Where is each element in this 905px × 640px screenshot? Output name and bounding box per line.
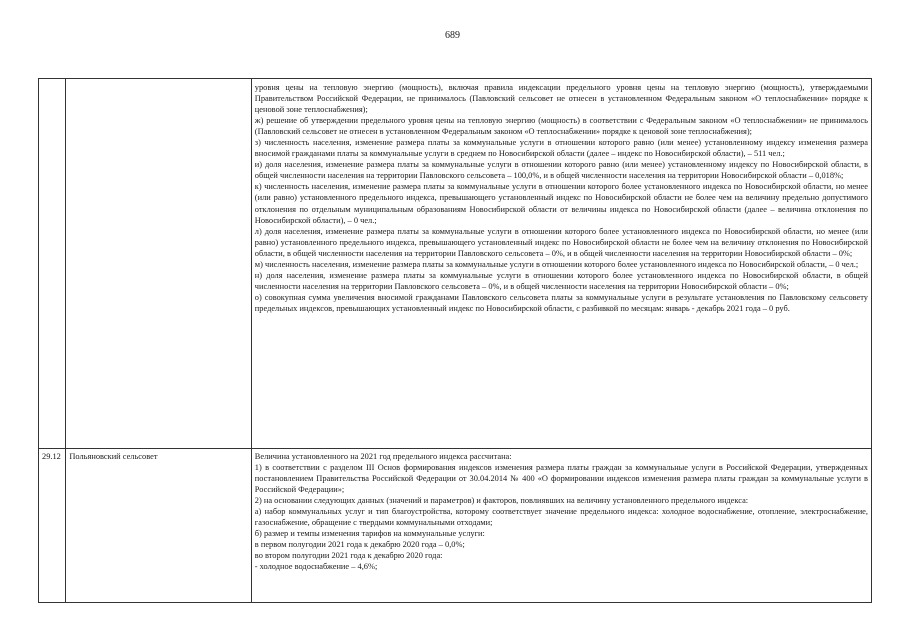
paragraph: 2) на основании следующих данных (значений и параметров) и факторов, повлиявших на величину установленного предельного индекса: — [254, 496, 749, 506]
paragraph: ж) решение об утверждении предельного уровня цены на тепловую энергию (мощность) в соответствии с Федеральным законом «О теплоснабжении» не принималось (Павловский сельсовет не отнесен в установленном Федеральным законом «О теплоснабжении» порядке к ценовой зоне теплоснабжения); — [254, 116, 868, 137]
paragraph: 1) в соответствии с разделом III Основ формирования индексов изменения размера платы граждан за коммунальные услуги в Российской Федерации, утвержденных постановлением Правительства Российской Федерации от 30.04.2014 № 400 «О формировании индексов изменения размера платы граждан за коммунальные услуги в Российской Федерации»; — [254, 463, 868, 495]
paragraph: уровня цены на тепловую энергию (мощность), включая правила индексации предельного уровня цены на тепловую энергию (мощность), утверждаемыми Правительством Российской Федерации, не принималось (Павловский сельсовет не отнесен в установленном Федеральным законом «О теплоснабжении» порядке к ценовой зоне теплоснабжения); — [254, 83, 868, 115]
paragraph: м) численность населения, изменение размера платы за коммунальные услуги в отношении которого более установленного индекса по Новосибирской области, – 0 чел.; — [254, 259, 859, 269]
municipality-name-cell — [66, 79, 251, 449]
document-table — [38, 78, 872, 603]
table-row — [39, 449, 872, 603]
paragraph: и) доля населения, изменение размера платы за коммунальные услуги в отношении которого равно (или менее) установленному индексу по Новосибирской области, в общей численности населения на территории Павловского сельсовета – 100,0%, и в общей численности населения на территории Новосибирской области – 0,018%; — [254, 160, 868, 181]
paragraph: б) размер и темпы изменения тарифов на коммунальные услуги: — [254, 529, 485, 539]
paragraph: в первом полугодии 2021 года к декабрю 2020 года – 0,0%; — [254, 540, 465, 550]
paragraph: н) доля населения, изменение размера платы за коммунальные услуги в отношении которого более установленного индекса по Новосибирской области, в общей численности населения на территории Павловского сельсовета – 0%, и в общей численности населения на территории Новосибирской области – 0%; — [254, 270, 868, 291]
paragraph: л) доля населения, изменение размера платы за коммунальные услуги в отношении которого более установленного индекса по Новосибирской области, но менее (или равно) установленного предельного индекса, превышающего установленный индекс по Новосибирской области не более чем на величину отклонения по Новосибирской области, в общей численности населения на территории Павловского сельсовета – 0%, и в общей численности населения на территории Новосибирской области – 0%; — [254, 226, 868, 258]
paragraph: к) численность населения, изменение размера платы за коммунальные услуги в отношении которого более установленного индекса по Новосибирской области, но менее (или равно) установленного предельного индекса, превышающего установленный индекс по Новосибирской области не более чем на величину предельно допустимого отклонения по отдельным муниципальным образованиям Новосибирской области от величины индекса по Новосибирской области (далее – величина отклонения по Новосибирской области), – 0 чел.; — [254, 182, 868, 225]
paragraph: з) численность населения, изменение размера платы за коммунальные услуги в отношении которого равно (или менее) установленному индексу изменения размера вносимой гражданами платы за коммунальные услуги в среднем по Новосибирской области (далее – индекс по Новосибирской области), – 511 чел.; — [254, 138, 868, 159]
paragraph: о) совокупная сумма увеличения вносимой гражданами Павловского сельсовета платы за коммунальные услуги в результате установления по Павловскому сельсовету предельных индексов, превышающих установленный индекс по Новосибирской области, с разбивкой по месяцам: январь - декабрь 2021 года – 0 руб. — [254, 292, 868, 313]
municipality-name-cell: Польяновский сельсовет — [66, 449, 251, 603]
paragraph: - холодное водоснабжение – 4,6%; — [254, 562, 378, 572]
table-row — [39, 79, 872, 449]
row-number-cell — [39, 79, 66, 449]
index-description-cell — [251, 79, 871, 449]
paragraph: во втором полугодии 2021 года к декабрю 2020 года: — [254, 551, 443, 561]
row-number-cell: 29.12 — [39, 449, 66, 603]
paragraph: Величина установленного на 2021 год предельного индекса рассчитана: — [254, 452, 512, 461]
page-number: 689 — [445, 30, 460, 41]
index-description-cell — [251, 449, 871, 603]
paragraph: а) набор коммунальных услуг и тип благоустройства, которому соответствует значение предельного индекса: холодное водоснабжение, отопление, электроснабжение, газоснабжение, обращение с твердыми коммунальными отходами; — [254, 507, 868, 528]
